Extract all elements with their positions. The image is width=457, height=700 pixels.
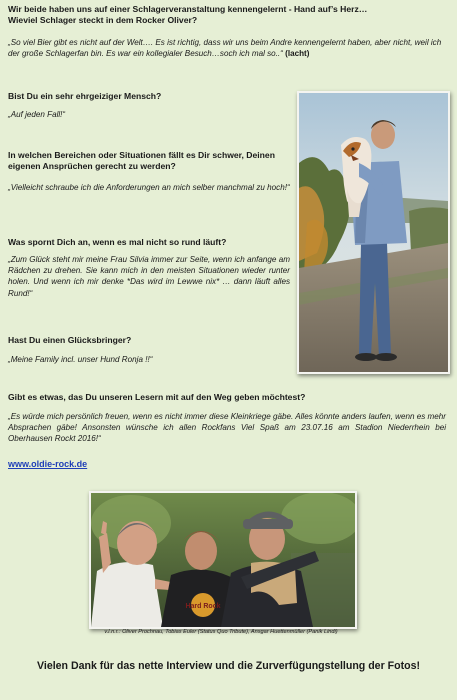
- intro-answer-text: „So viel Bier gibt es nicht auf der Welt…. Es ist richtig, dass wir uns beim Andre kennengelernt haben, aber nicht, weil ich der große Schlagerfan bin. Es war ein kollegialer Besuch…soch ich mal so..“: [8, 38, 442, 59]
- portrait-photo: [297, 91, 450, 374]
- shirt-text: Hard Rock: [185, 603, 221, 610]
- answer-1: „Auf jeden Fall!“: [8, 110, 66, 119]
- portrait-photo-art: [299, 93, 448, 372]
- question-1: Bist Du ein sehr ehrgeiziger Mensch?: [8, 91, 162, 101]
- answer-5: „Es würde mich persönlich freuen, wenn es nicht immer diese Kleinkriege gäbe. Alles könnte anders laufen, wenn es mehr Absprachen gäbe! Ansonsten wünsche ich allen Rockfans Viel Spaß am 23.07.16 am Stadion Niederrhein bei Oberhausen Rockt 2016!“: [8, 412, 446, 444]
- intro-question: [8, 4, 448, 26]
- answer-2: „Vielleicht schraube ich die Anforderungen an mich selber manchmal zu hoch!“: [8, 183, 290, 192]
- website-link[interactable]: www.oldie-rock.de: [8, 459, 88, 469]
- group-photo: [89, 491, 357, 629]
- question-4: Hast Du einen Glücksbringer?: [8, 335, 132, 345]
- question-3: Was spornt Dich an, wenn es mal nicht so rund läuft?: [8, 237, 227, 247]
- question-2: In welchen Bereichen oder Situationen fällt es Dir schwer, Deinen eigenen Ansprüchen gerecht zu werden?: [8, 150, 275, 171]
- intro-answer: [8, 37, 450, 59]
- intro-question-line1: Wir beide haben uns auf einer Schlagerveranstaltung kennengelernt - Hand auf’s Herz…: [8, 4, 368, 14]
- photo-caption: v.l.n.r.: Oliver Prochnau, Tobias Euler (Status Quo Tribute), Ansgar Huettenmüller (Panik Lindi): [104, 629, 338, 635]
- answer-3: „Zum Glück steht mir meine Frau Silvia immer zur Seite, wenn ich anfange am Rädchen zu drehen. Sie kann mich in den meisten Situationen wieder runter holen. Und wenn ich mir denke *Das wird im Lewwe nix* … dann läuft alles Rund!“: [8, 255, 290, 298]
- answer-4: „Meine Family incl. unser Hund Ronja !!“: [8, 355, 153, 364]
- question-5: Gibt es etwas, das Du unseren Lesern mit auf den Weg geben möchtest?: [8, 392, 306, 402]
- thanks-note: Vielen Dank für das nette Interview und die Zurverfügungstellung der Fotos!: [37, 660, 420, 672]
- group-photo-art: [91, 493, 355, 627]
- intro-question-line2: Wieviel Schlager steckt in dem Rocker Oliver?: [8, 15, 198, 25]
- intro-answer-tail: (lacht): [285, 49, 310, 59]
